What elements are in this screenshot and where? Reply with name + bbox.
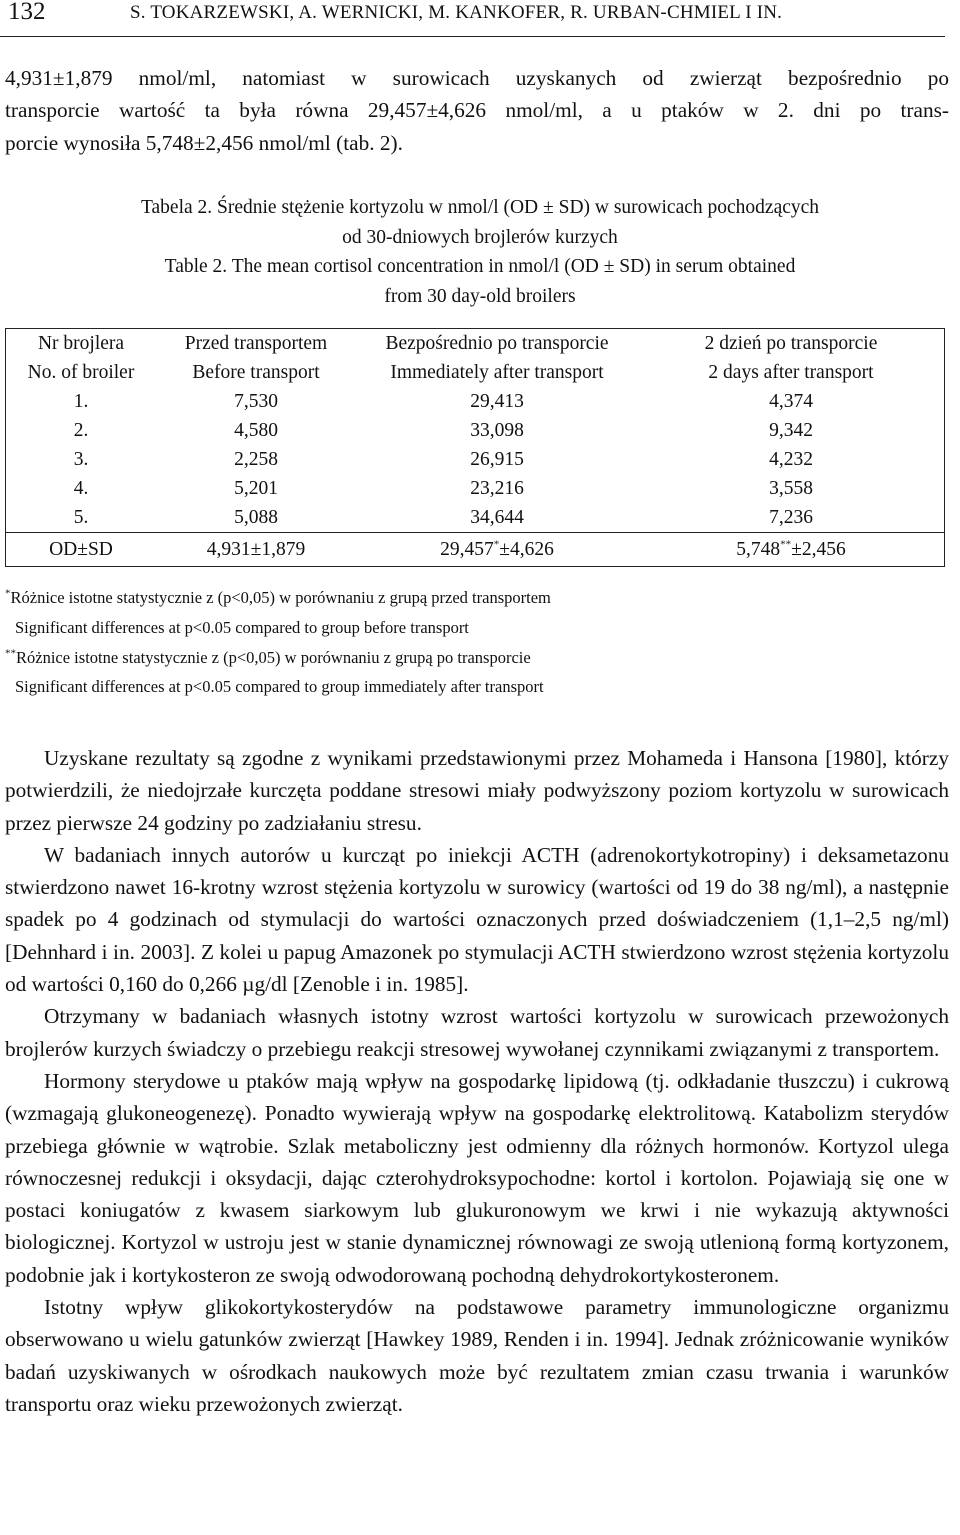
table-cell: 7,236 [638, 503, 945, 533]
header-cell: 2 dzień po transporcie [638, 329, 945, 359]
footnote-mark: * [5, 587, 11, 600]
summary-before: 4,931±1,879 [156, 533, 356, 567]
table-cell: 4,374 [638, 387, 945, 416]
footnote-2 [5, 643, 945, 673]
footnote-2-english: Significant differences at p<0.05 compared to group immediately after transport [15, 677, 544, 697]
table-cell: 23,216 [470, 478, 524, 499]
table-cell: 5. [6, 503, 157, 533]
table-footnotes [5, 583, 945, 702]
table-cell: 9,342 [638, 416, 945, 445]
body-text [5, 742, 949, 1420]
table-cell: 34,644 [470, 507, 524, 528]
table-row [6, 387, 945, 416]
caption-line: from 30 day-old broilers [384, 286, 576, 307]
page-number: 132 [8, 0, 46, 25]
table-header-row [6, 329, 945, 359]
intro-paragraph [5, 62, 949, 159]
header-cell: Przed transportem [156, 329, 356, 359]
footnote-1-english: Significant differences at p<0.05 compared to group before transport [15, 617, 469, 637]
table-cell: 33,098 [470, 420, 524, 441]
paragraph: W badaniach innych autorów u kurcząt po iniekcji ACTH (adrenokortykotropiny) i deksametazonu stwierdzono nawet 16-krotny wzrost stężenia kortyzolu w surowicy (wartości od 19 do 38 ng/ml), a następnie spadek po 4 godzinach od stymulacji do wartości oznaczonych przed doświadczeniem (1,1–2,5 ng/ml) [Dehnhard i in. 2003]. Z kolei u papug Amazonek po stymulacji ACTH stwierdzono wzrost stężenia kortyzolu od wartości 0,160 do 0,266 µg/dl [Zenoble i in. 1985]. [5, 842, 949, 997]
intro-line: transporcie wartość ta była równa 29,457±4,626 nmol/ml, a u ptaków w 2. dni po trans- [5, 98, 949, 123]
table-caption-english [0, 252, 960, 312]
page-header [8, 0, 948, 32]
header-cell: Before transport [192, 362, 320, 383]
header-cell: Immediately after transport [390, 362, 604, 383]
significance-mark: ** [780, 538, 792, 551]
cortisol-table [5, 328, 945, 567]
header-cell: 2 days after transport [638, 358, 945, 387]
header-rule [0, 36, 945, 37]
header-cell: Bezpośrednio po transporcie [356, 329, 638, 359]
significance-mark: * [493, 538, 500, 551]
header-cell: No. of broiler [6, 358, 157, 387]
paragraph: Uzyskane rezultaty są zgodne z wynikami przedstawionymi przez Mohameda i Hansona [1980], którzy potwierdzili, że niedojrzałe kurczęta poddane stresowi miały podwyższony poziom kortyzolu w surowicach przez pierwsze 24 godziny po zadziałaniu stresu. [5, 746, 949, 835]
footnote-text: Różnice istotne statystycznie z (p<0,05) w porównaniu z grupą po transporcie [16, 647, 531, 667]
intro-line: 4,931±1,879 nmol/ml, natomiast w surowicach uzyskanych od zwierząt bezpośrednio po [5, 66, 949, 90]
footnote-mark: ** [5, 647, 16, 660]
paragraph: Otrzymany w badaniach własnych istotny wzrost wartości kortyzolu w surowicach przewożonych brojlerów kurzych świadczy o przebiegu reakcji stresowej wywołanej czynnikami związanymi z transportem. [5, 1004, 949, 1061]
table-summary-row [6, 533, 945, 567]
table-cell: 7,530 [234, 391, 278, 412]
table-row [6, 445, 945, 474]
header-cell: Nr brojlera [6, 329, 157, 359]
table-cell: 2,258 [234, 449, 278, 470]
table-row [6, 474, 945, 503]
footnote-text: Różnice istotne statystycznie z (p<0,05) w porównaniu z grupą przed transportem [10, 588, 551, 607]
table-cell: 29,413 [470, 391, 524, 412]
caption-line: Tabela 2. Średnie stężenie kortyzolu w nmol/l (OD ± SD) w surowicach pochodzących [140, 197, 820, 218]
table-cell: 5,201 [234, 478, 278, 499]
summary-sd: ±4,626 [499, 539, 554, 560]
table-cell: 2. [6, 416, 157, 445]
table-cell: 5,088 [234, 507, 278, 528]
caption-line: od 30-dniowych brojlerów kurzych [342, 227, 618, 248]
summary-immediately [356, 533, 638, 567]
intro-line: porcie wynosiła 5,748±2,456 nmol/ml (tab. 2). [5, 130, 403, 155]
table-cell: 3. [6, 445, 157, 474]
table-cell: 4,580 [234, 420, 278, 441]
table-cell: 4,232 [638, 445, 945, 474]
paragraph: Hormony sterydowe u ptaków mają wpływ na gospodarkę lipidową (tj. odkładanie tłuszczu) i cukrową (wzmagają glukoneogenezę). Ponadto wywierają wpływ na gospodarkę elektrolitową. Katabolizm sterydów przebiega głównie w wątrobie. Szlak metaboliczny jest odmienny dla różnych hormonów. Kortyzol ulega równoczesnej redukcji i oksydacji, dając czterohydroksypochodne: kortol i kortolon. Pojawiają się one w postaci koniugatów z kwasem siarkowym lub glukuronowym we krwi i nie wykazują aktywności biologicznej. Kortyzol w ustroju jest w stanie dynamicznej równowagi ze swoją utlenioną formą kortyzonem, podobnie jak i kortykosteron ze swoją odwodorowaną pochodną dehydrokortykosteronem. [5, 1068, 949, 1287]
running-head: S. TOKARZEWSKI, A. WERNICKI, M. KANKOFER, R. URBAN-CHMIEL I IN. [130, 2, 783, 23]
caption-line: Table 2. The mean cortisol concentration in nmol/l (OD ± SD) in serum obtained [164, 256, 796, 277]
summary-value: 29,457 [440, 539, 494, 560]
summary-label: OD±SD [6, 533, 157, 567]
table-caption-polish [0, 193, 960, 253]
table-header-row [6, 358, 945, 387]
summary-value: 5,748 [736, 539, 781, 560]
table-cell: 1. [6, 387, 157, 416]
summary-two-days [638, 533, 945, 567]
table-cell: 4. [6, 474, 157, 503]
footnote-1 [5, 583, 945, 613]
table-row [6, 503, 945, 533]
paragraph: Istotny wpływ glikokortykosterydów na podstawowe parametry immunologiczne organizmu obserwowano u wielu gatunków zwierząt [Hawkey 1989, Renden i in. 1994]. Jednak zróżnicowanie wyników badań uzyskiwanych w ośrodkach naukowych może być rezultatem zmian czasu trwania i warunków transportu oraz wieku przewożonych zwierząt. [5, 1295, 949, 1416]
table-row [6, 416, 945, 445]
table-cell: 26,915 [470, 449, 524, 470]
table-cell: 3,558 [638, 474, 945, 503]
summary-sd: ±2,456 [791, 539, 846, 560]
